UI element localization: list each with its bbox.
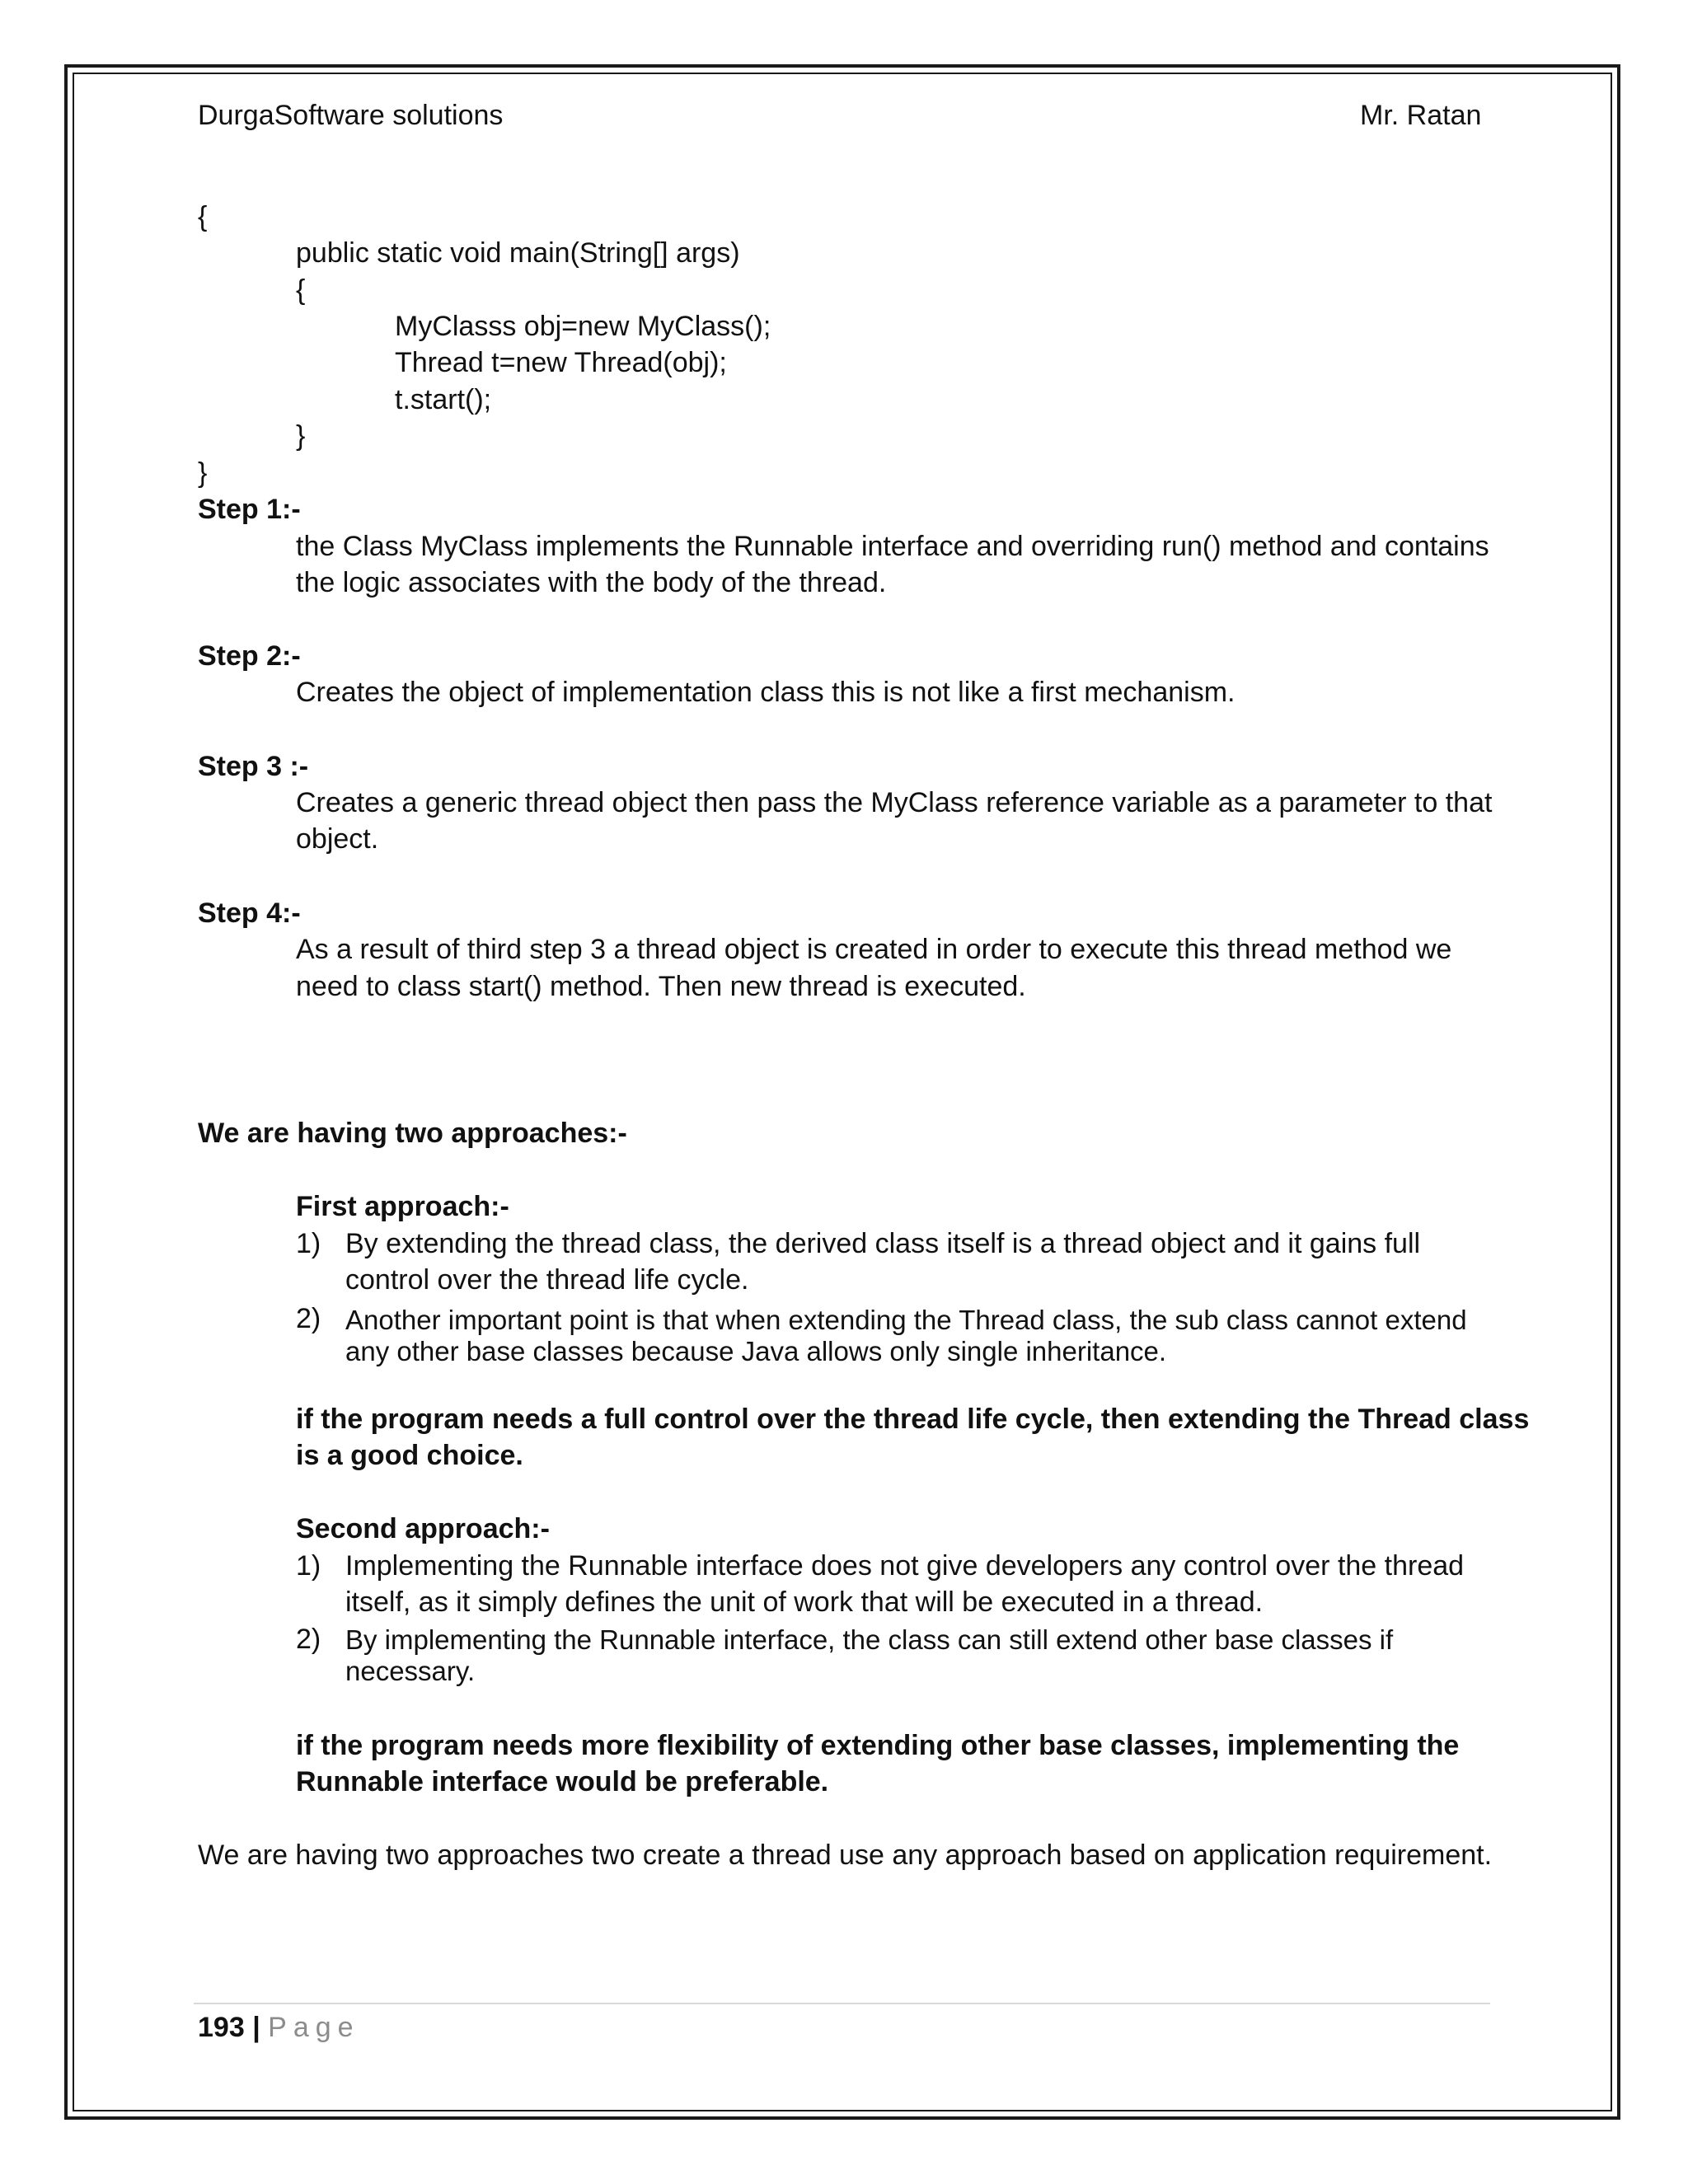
- page-number: 193: [198, 2012, 245, 2043]
- second-approach-conclusion: Runnable interface would be preferable.: [296, 1766, 829, 1797]
- step-text: Creates the object of implementation class this is not like a first mechanism.: [296, 677, 1236, 708]
- code-line: }: [296, 420, 306, 452]
- code-line: MyClasss obj=new MyClass();: [395, 311, 771, 342]
- step-text: the logic associates with the body of the thread.: [296, 567, 887, 598]
- list-number: 2): [296, 1624, 321, 1655]
- list-item-text: necessary.: [345, 1656, 476, 1686]
- list-item-text: control over the thread life cycle.: [345, 1264, 749, 1296]
- step-title: Step 3 :-: [198, 751, 309, 782]
- step-text: need to class start() method. Then new thread is executed.: [296, 971, 1026, 1002]
- first-approach-title: First approach:-: [296, 1191, 509, 1222]
- list-number: 2): [296, 1303, 321, 1334]
- first-approach-conclusion: if the program needs a full control over the thread life cycle, then extending the Thread class: [296, 1404, 1530, 1435]
- code-line: }: [198, 457, 208, 489]
- page-separator: |: [252, 2012, 260, 2043]
- step-title: Step 2:-: [198, 640, 301, 672]
- list-item-text: By implementing the Runnable interface, the class can still extend other base classes if: [345, 1624, 1394, 1655]
- list-number: 1): [296, 1228, 321, 1259]
- list-item-text: Another important point is that when extending the Thread class, the sub class cannot extend: [345, 1305, 1467, 1335]
- code-line: public static void main(String[] args): [296, 237, 740, 269]
- code-line: {: [296, 274, 306, 306]
- list-item-text: itself, as it simply defines the unit of work that will be executed in a thread.: [345, 1586, 1264, 1618]
- code-line: {: [198, 201, 208, 232]
- closing-paragraph: We are having two approaches two create a thread use any approach based on application requirement.: [198, 1840, 1493, 1871]
- step-text: object.: [296, 823, 379, 855]
- list-item-text: By extending the thread class, the derived class itself is a thread object and it gains full: [345, 1228, 1421, 1259]
- step-title: Step 4:-: [198, 898, 301, 929]
- page-border-inner: [73, 73, 1612, 2111]
- footer-rule: [194, 2003, 1490, 2004]
- list-item-text: Implementing the Runnable interface does not give developers any control over the thread: [345, 1550, 1465, 1582]
- step-text: As a result of third step 3 a thread object is created in order to execute this thread method we: [296, 934, 1452, 965]
- header-left: DurgaSoftware solutions: [198, 100, 504, 131]
- first-approach-conclusion: is a good choice.: [296, 1440, 523, 1471]
- page-label: Page: [268, 2012, 360, 2043]
- approaches-heading: We are having two approaches:-: [198, 1118, 627, 1149]
- page-footer: [198, 2011, 360, 2044]
- second-approach-title: Second approach:-: [296, 1513, 550, 1544]
- step-text: the Class MyClass implements the Runnable interface and overriding run() method and contains: [296, 531, 1489, 562]
- list-item-text: any other base classes because Java allows only single inheritance.: [345, 1336, 1167, 1366]
- step-text: Creates a generic thread object then pass the MyClass reference variable as a parameter to that: [296, 787, 1493, 818]
- header-right: Mr. Ratan: [1360, 100, 1482, 131]
- list-number: 1): [296, 1550, 321, 1582]
- code-line: Thread t=new Thread(obj);: [395, 347, 727, 378]
- step-title: Step 1:-: [198, 494, 301, 525]
- code-line: t.start();: [395, 384, 492, 415]
- second-approach-conclusion: if the program needs more flexibility of extending other base classes, implementing the: [296, 1730, 1460, 1761]
